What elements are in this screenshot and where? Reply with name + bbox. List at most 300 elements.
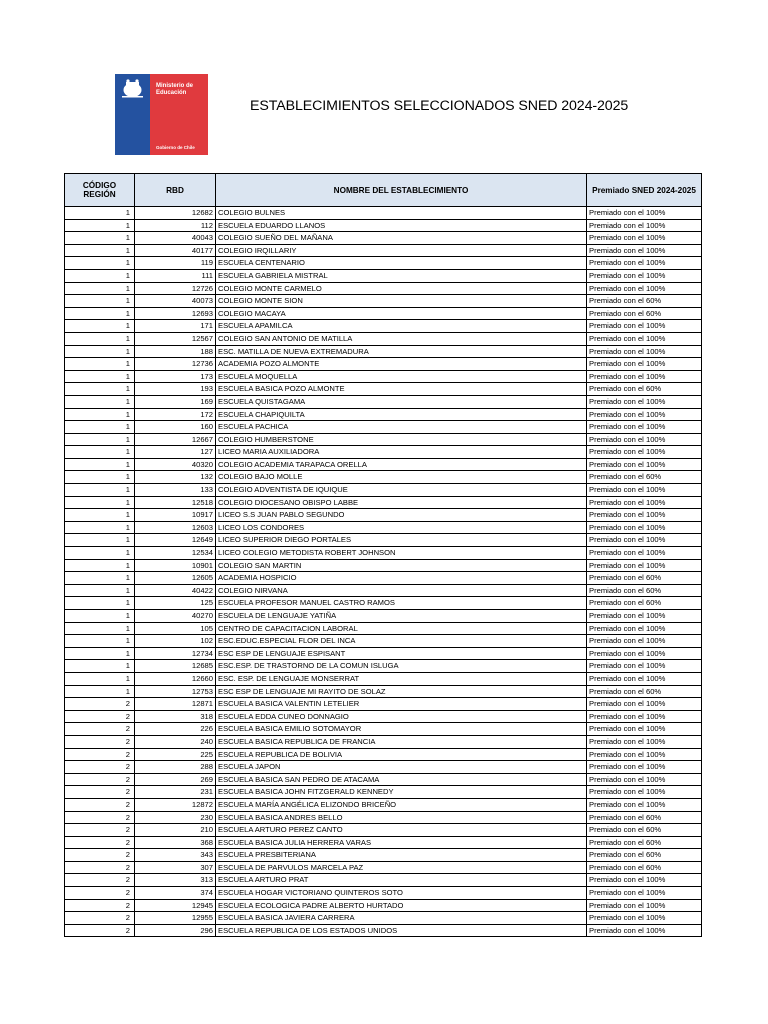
cell-school-name: COLEGIO MACAYA — [216, 307, 587, 320]
cell-school-name: LICEO SUPERIOR DIEGO PORTALES — [216, 534, 587, 547]
cell-school-name: ESCUELA BASICA ANDRES BELLO — [216, 811, 587, 824]
cell-award: Premiado con el 100% — [587, 887, 702, 900]
cell-rbd: 111 — [135, 269, 216, 282]
cell-award: Premiado con el 100% — [587, 332, 702, 345]
cell-award: Premiado con el 60% — [587, 471, 702, 484]
cell-region: 1 — [65, 207, 135, 220]
header-rbd: RBD — [135, 174, 216, 207]
cell-rbd: 12945 — [135, 899, 216, 912]
cell-rbd: 10917 — [135, 509, 216, 522]
table-row — [65, 257, 702, 270]
cell-rbd: 12871 — [135, 698, 216, 711]
cell-region: 1 — [65, 534, 135, 547]
cell-rbd: 173 — [135, 370, 216, 383]
table-row — [65, 370, 702, 383]
cell-region: 1 — [65, 421, 135, 434]
cell-rbd: 12872 — [135, 798, 216, 811]
cell-region: 2 — [65, 710, 135, 723]
table-row — [65, 232, 702, 245]
cell-region: 1 — [65, 345, 135, 358]
cell-school-name: ESCUELA MARÍA ANGÉLICA ELIZONDO BRICEÑO — [216, 798, 587, 811]
document-title: ESTABLECIMIENTOS SELECCIONADOS SNED 2024-2025 — [250, 98, 629, 114]
cell-region: 2 — [65, 735, 135, 748]
cell-school-name: COLEGIO BULNES — [216, 207, 587, 220]
cell-school-name: COLEGIO ACADEMIA TARAPACA ORELLA — [216, 458, 587, 471]
cell-rbd: 12682 — [135, 207, 216, 220]
cell-award: Premiado con el 100% — [587, 257, 702, 270]
cell-school-name: ESCUELA EDUARDO LLANOS — [216, 219, 587, 232]
cell-rbd: 269 — [135, 773, 216, 786]
cell-region: 2 — [65, 887, 135, 900]
table-row — [65, 534, 702, 547]
cell-region: 2 — [65, 874, 135, 887]
cell-region: 2 — [65, 798, 135, 811]
table-row — [65, 773, 702, 786]
cell-school-name: ESCUELA CENTENARIO — [216, 257, 587, 270]
cell-region: 1 — [65, 295, 135, 308]
table-body — [65, 207, 702, 937]
cell-school-name: ESCUELA ECOLOGICA PADRE ALBERTO HURTADO — [216, 899, 587, 912]
cell-rbd: 40043 — [135, 232, 216, 245]
cell-school-name: ESCUELA BASICA JAVIERA CARRERA — [216, 912, 587, 925]
cell-rbd: 12736 — [135, 358, 216, 371]
cell-region: 2 — [65, 761, 135, 774]
cell-school-name: ACADEMIA HOSPICIO — [216, 572, 587, 585]
table-row — [65, 433, 702, 446]
table-row — [65, 408, 702, 421]
table-row — [65, 635, 702, 648]
table-row — [65, 421, 702, 434]
cell-rbd: 288 — [135, 761, 216, 774]
cell-award: Premiado con el 100% — [587, 735, 702, 748]
table-row — [65, 269, 702, 282]
table-row — [65, 672, 702, 685]
cell-rbd: 40073 — [135, 295, 216, 308]
cell-region: 2 — [65, 786, 135, 799]
cell-award: Premiado con el 100% — [587, 408, 702, 421]
cell-school-name: ESCUELA EDDA CUNEO DONNAGIO — [216, 710, 587, 723]
cell-school-name: ESCUELA PRESBITERIANA — [216, 849, 587, 862]
header-award: Premiado SNED 2024-2025 — [587, 174, 702, 207]
cell-region: 1 — [65, 269, 135, 282]
table-row — [65, 647, 702, 660]
cell-school-name: ESCUELA BASICA EMILIO SOTOMAYOR — [216, 723, 587, 736]
table-row — [65, 282, 702, 295]
cell-rbd: 105 — [135, 622, 216, 635]
ministry-logo — [115, 74, 208, 155]
table-row — [65, 320, 702, 333]
table-row — [65, 358, 702, 371]
cell-rbd: 296 — [135, 924, 216, 937]
cell-school-name: COLEGIO MONTE SION — [216, 295, 587, 308]
table-row — [65, 924, 702, 937]
cell-rbd: 102 — [135, 635, 216, 648]
cell-rbd: 230 — [135, 811, 216, 824]
cell-region: 1 — [65, 559, 135, 572]
cell-award: Premiado con el 100% — [587, 723, 702, 736]
cell-award: Premiado con el 100% — [587, 874, 702, 887]
cell-school-name: ESCUELA REPUBLICA DE BOLIVIA — [216, 748, 587, 761]
table-row — [65, 244, 702, 257]
cell-rbd: 307 — [135, 861, 216, 874]
logo-footer: Gobierno de Chile — [156, 145, 195, 150]
table-row — [65, 899, 702, 912]
cell-award: Premiado con el 60% — [587, 824, 702, 837]
cell-school-name: CENTRO DE CAPACITACION LABORAL — [216, 622, 587, 635]
cell-award: Premiado con el 100% — [587, 219, 702, 232]
cell-school-name: LICEO COLEGIO METODISTA ROBERT JOHNSON — [216, 547, 587, 560]
cell-region: 2 — [65, 912, 135, 925]
cell-school-name: ESC. MATILLA DE NUEVA EXTREMADURA — [216, 345, 587, 358]
cell-region: 2 — [65, 824, 135, 837]
cell-school-name: ESCUELA ARTURO PEREZ CANTO — [216, 824, 587, 837]
table-row — [65, 446, 702, 459]
table-row — [65, 660, 702, 673]
table-row — [65, 572, 702, 585]
table-row — [65, 622, 702, 635]
cell-region: 2 — [65, 811, 135, 824]
cell-school-name: ESCUELA BASICA POZO ALMONTE — [216, 383, 587, 396]
cell-award: Premiado con el 60% — [587, 685, 702, 698]
table-row — [65, 547, 702, 560]
table-row — [65, 207, 702, 220]
cell-school-name: LICEO MARIA AUXILIADORA — [216, 446, 587, 459]
cell-award: Premiado con el 100% — [587, 207, 702, 220]
cell-school-name: COLEGIO SUEÑO DEL MAÑANA — [216, 232, 587, 245]
table-row — [65, 383, 702, 396]
cell-rbd: 12660 — [135, 672, 216, 685]
cell-school-name: LICEO LOS CONDORES — [216, 521, 587, 534]
cell-rbd: 169 — [135, 395, 216, 408]
cell-region: 1 — [65, 635, 135, 648]
cell-school-name: ESCUELA CHAPIQUILTA — [216, 408, 587, 421]
cell-rbd: 127 — [135, 446, 216, 459]
cell-award: Premiado con el 100% — [587, 698, 702, 711]
cell-award: Premiado con el 100% — [587, 484, 702, 497]
cell-rbd: 125 — [135, 597, 216, 610]
cell-rbd: 112 — [135, 219, 216, 232]
cell-school-name: COLEGIO ADVENTISTA DE IQUIQUE — [216, 484, 587, 497]
table-row — [65, 723, 702, 736]
cell-region: 1 — [65, 244, 135, 257]
cell-region: 1 — [65, 332, 135, 345]
cell-region: 2 — [65, 924, 135, 937]
cell-school-name: ESCUELA ARTURO PRAT — [216, 874, 587, 887]
cell-school-name: ESC.ESP. DE TRASTORNO DE LA COMUN ISLUGA — [216, 660, 587, 673]
cell-award: Premiado con el 100% — [587, 421, 702, 434]
header-name: NOMBRE DEL ESTABLECIMIENTO — [216, 174, 587, 207]
table-row — [65, 584, 702, 597]
cell-award: Premiado con el 100% — [587, 395, 702, 408]
cell-school-name: ESCUELA BASICA VALENTIN LETELIER — [216, 698, 587, 711]
cell-school-name: COLEGIO DIOCESANO OBISPO LABBE — [216, 496, 587, 509]
cell-region: 1 — [65, 383, 135, 396]
table-row — [65, 786, 702, 799]
cell-school-name: ESCUELA HOGAR VICTORIANO QUINTEROS SOTO — [216, 887, 587, 900]
cell-school-name: ESCUELA DE LENGUAJE YATIÑA — [216, 610, 587, 623]
table-row — [65, 735, 702, 748]
cell-award: Premiado con el 100% — [587, 446, 702, 459]
cell-award: Premiado con el 60% — [587, 307, 702, 320]
cell-rbd: 12518 — [135, 496, 216, 509]
cell-rbd: 12603 — [135, 521, 216, 534]
cell-school-name: ESC ESP DE LENGUAJE MI RAYITO DE SOLAZ — [216, 685, 587, 698]
cell-school-name: LICEO S.S JUAN PABLO SEGUNDO — [216, 509, 587, 522]
table-row — [65, 849, 702, 862]
cell-rbd: 12685 — [135, 660, 216, 673]
cell-school-name: ESCUELA APAMILCA — [216, 320, 587, 333]
cell-award: Premiado con el 100% — [587, 899, 702, 912]
cell-rbd: 40270 — [135, 610, 216, 623]
cell-rbd: 40320 — [135, 458, 216, 471]
table-row — [65, 307, 702, 320]
cell-region: 2 — [65, 698, 135, 711]
cell-rbd: 318 — [135, 710, 216, 723]
cell-region: 1 — [65, 660, 135, 673]
cell-award: Premiado con el 60% — [587, 383, 702, 396]
cell-region: 1 — [65, 509, 135, 522]
cell-school-name: ESCUELA BASICA JOHN FITZGERALD KENNEDY — [216, 786, 587, 799]
cell-school-name: ACADEMIA POZO ALMONTE — [216, 358, 587, 371]
cell-rbd: 172 — [135, 408, 216, 421]
cell-award: Premiado con el 100% — [587, 635, 702, 648]
cell-rbd: 225 — [135, 748, 216, 761]
table-row — [65, 295, 702, 308]
cell-region: 1 — [65, 584, 135, 597]
cell-school-name: COLEGIO NIRVANA — [216, 584, 587, 597]
cell-award: Premiado con el 100% — [587, 610, 702, 623]
cell-school-name: ESCUELA BASICA JULIA HERRERA VARAS — [216, 836, 587, 849]
cell-school-name: ESCUELA QUISTAGAMA — [216, 395, 587, 408]
cell-school-name: ESC.EDUC.ESPECIAL FLOR DEL INCA — [216, 635, 587, 648]
cell-award: Premiado con el 100% — [587, 773, 702, 786]
table-header-row — [65, 174, 702, 207]
cell-region: 1 — [65, 232, 135, 245]
cell-school-name: ESCUELA DE PARVULOS MARCELA PAZ — [216, 861, 587, 874]
cell-region: 2 — [65, 899, 135, 912]
cell-region: 1 — [65, 647, 135, 660]
cell-award: Premiado con el 60% — [587, 295, 702, 308]
cell-region: 1 — [65, 547, 135, 560]
cell-award: Premiado con el 100% — [587, 798, 702, 811]
cell-award: Premiado con el 60% — [587, 572, 702, 585]
cell-region: 1 — [65, 458, 135, 471]
cell-rbd: 374 — [135, 887, 216, 900]
table-row — [65, 761, 702, 774]
cell-award: Premiado con el 100% — [587, 433, 702, 446]
cell-rbd: 343 — [135, 849, 216, 862]
table-row — [65, 458, 702, 471]
cell-award: Premiado con el 100% — [587, 232, 702, 245]
cell-award: Premiado con el 60% — [587, 811, 702, 824]
cell-rbd: 12605 — [135, 572, 216, 585]
table-row — [65, 610, 702, 623]
cell-rbd: 210 — [135, 824, 216, 837]
cell-rbd: 119 — [135, 257, 216, 270]
cell-school-name: COLEGIO SAN ANTONIO DE MATILLA — [216, 332, 587, 345]
cell-rbd: 132 — [135, 471, 216, 484]
cell-rbd: 133 — [135, 484, 216, 497]
cell-award: Premiado con el 100% — [587, 534, 702, 547]
cell-rbd: 188 — [135, 345, 216, 358]
cell-award: Premiado con el 60% — [587, 584, 702, 597]
cell-award: Premiado con el 100% — [587, 622, 702, 635]
cell-region: 1 — [65, 408, 135, 421]
cell-school-name: COLEGIO MONTE CARMELO — [216, 282, 587, 295]
cell-award: Premiado con el 100% — [587, 282, 702, 295]
cell-rbd: 12667 — [135, 433, 216, 446]
cell-award: Premiado con el 100% — [587, 458, 702, 471]
cell-school-name: ESCUELA JAPON — [216, 761, 587, 774]
cell-rbd: 313 — [135, 874, 216, 887]
cell-award: Premiado con el 100% — [587, 748, 702, 761]
cell-rbd: 226 — [135, 723, 216, 736]
table-row — [65, 332, 702, 345]
cell-rbd: 240 — [135, 735, 216, 748]
cell-school-name: ESCUELA PROFESOR MANUEL CASTRO RAMOS — [216, 597, 587, 610]
cell-region: 1 — [65, 597, 135, 610]
cell-school-name: COLEGIO HUMBERSTONE — [216, 433, 587, 446]
cell-school-name: ESCUELA GABRIELA MISTRAL — [216, 269, 587, 282]
table-row — [65, 219, 702, 232]
cell-region: 1 — [65, 257, 135, 270]
table-row — [65, 710, 702, 723]
cell-region: 1 — [65, 484, 135, 497]
cell-award: Premiado con el 100% — [587, 370, 702, 383]
table-row — [65, 698, 702, 711]
table-row — [65, 874, 702, 887]
table-row — [65, 912, 702, 925]
cell-award: Premiado con el 100% — [587, 345, 702, 358]
cell-region: 1 — [65, 610, 135, 623]
cell-region: 1 — [65, 282, 135, 295]
cell-school-name: ESC. ESP. DE LENGUAJE MONSERRAT — [216, 672, 587, 685]
table-row — [65, 836, 702, 849]
table-row — [65, 559, 702, 572]
cell-region: 2 — [65, 849, 135, 862]
cell-award: Premiado con el 100% — [587, 647, 702, 660]
cell-region: 1 — [65, 521, 135, 534]
cell-rbd: 12753 — [135, 685, 216, 698]
cell-award: Premiado con el 100% — [587, 244, 702, 257]
cell-region: 1 — [65, 433, 135, 446]
cell-award: Premiado con el 60% — [587, 861, 702, 874]
cell-region: 1 — [65, 685, 135, 698]
cell-rbd: 160 — [135, 421, 216, 434]
cell-rbd: 40177 — [135, 244, 216, 257]
table-row — [65, 345, 702, 358]
cell-region: 1 — [65, 395, 135, 408]
cell-region: 2 — [65, 836, 135, 849]
table-row — [65, 484, 702, 497]
cell-school-name: COLEGIO SAN MARTIN — [216, 559, 587, 572]
table-row — [65, 471, 702, 484]
cell-region: 1 — [65, 446, 135, 459]
cell-award: Premiado con el 100% — [587, 710, 702, 723]
cell-award: Premiado con el 100% — [587, 269, 702, 282]
cell-school-name: ESCUELA REPUBLICA DE LOS ESTADOS UNIDOS — [216, 924, 587, 937]
cell-rbd: 40422 — [135, 584, 216, 597]
logo-line2: Educación — [156, 90, 187, 96]
cell-region: 1 — [65, 320, 135, 333]
cell-award: Premiado con el 60% — [587, 597, 702, 610]
table-row — [65, 395, 702, 408]
cell-rbd: 12534 — [135, 547, 216, 560]
cell-school-name: ESCUELA BASICA SAN PEDRO DE ATACAMA — [216, 773, 587, 786]
cell-award: Premiado con el 100% — [587, 672, 702, 685]
header-region — [65, 174, 135, 207]
cell-region: 1 — [65, 496, 135, 509]
cell-rbd: 193 — [135, 383, 216, 396]
cell-award: Premiado con el 100% — [587, 509, 702, 522]
cell-region: 2 — [65, 723, 135, 736]
cell-school-name: ESCUELA BASICA REPUBLICA DE FRANCIA — [216, 735, 587, 748]
table-row — [65, 811, 702, 824]
cell-region: 1 — [65, 358, 135, 371]
cell-rbd: 12734 — [135, 647, 216, 660]
cell-school-name: ESCUELA MOQUELLA — [216, 370, 587, 383]
cell-school-name: COLEGIO BAJO MOLLE — [216, 471, 587, 484]
cell-region: 2 — [65, 748, 135, 761]
cell-region: 2 — [65, 773, 135, 786]
table-row — [65, 509, 702, 522]
cell-rbd: 12693 — [135, 307, 216, 320]
cell-award: Premiado con el 60% — [587, 849, 702, 862]
table-row — [65, 798, 702, 811]
cell-award: Premiado con el 100% — [587, 912, 702, 925]
cell-rbd: 12567 — [135, 332, 216, 345]
cell-award: Premiado con el 100% — [587, 320, 702, 333]
logo-line1: Ministerio de — [156, 83, 194, 89]
cell-award: Premiado con el 100% — [587, 761, 702, 774]
cell-award: Premiado con el 100% — [587, 924, 702, 937]
table-row — [65, 597, 702, 610]
cell-award: Premiado con el 100% — [587, 786, 702, 799]
header-region-line1: CÓDIGO — [82, 181, 117, 190]
cell-award: Premiado con el 100% — [587, 559, 702, 572]
table-row — [65, 824, 702, 837]
cell-region: 2 — [65, 861, 135, 874]
cell-award: Premiado con el 100% — [587, 547, 702, 560]
cell-region: 1 — [65, 622, 135, 635]
cell-rbd: 368 — [135, 836, 216, 849]
cell-school-name: COLEGIO IRQILLARIY — [216, 244, 587, 257]
cell-region: 1 — [65, 219, 135, 232]
header-region-line2: REGIÓN — [83, 190, 116, 199]
cell-rbd: 12955 — [135, 912, 216, 925]
cell-rbd: 231 — [135, 786, 216, 799]
cell-school-name: ESCUELA PACHICA — [216, 421, 587, 434]
table-row — [65, 748, 702, 761]
table-row — [65, 887, 702, 900]
cell-region: 1 — [65, 471, 135, 484]
cell-award: Premiado con el 100% — [587, 358, 702, 371]
cell-rbd: 12726 — [135, 282, 216, 295]
table-row — [65, 685, 702, 698]
schools-table — [64, 173, 702, 937]
cell-school-name: ESC ESP DE LENGUAJE ESPISANT — [216, 647, 587, 660]
cell-region: 1 — [65, 370, 135, 383]
cell-region: 1 — [65, 307, 135, 320]
cell-rbd: 171 — [135, 320, 216, 333]
cell-region: 1 — [65, 672, 135, 685]
cell-award: Premiado con el 100% — [587, 496, 702, 509]
cell-rbd: 10901 — [135, 559, 216, 572]
cell-award: Premiado con el 100% — [587, 660, 702, 673]
table-row — [65, 861, 702, 874]
cell-award: Premiado con el 60% — [587, 836, 702, 849]
table-row — [65, 521, 702, 534]
